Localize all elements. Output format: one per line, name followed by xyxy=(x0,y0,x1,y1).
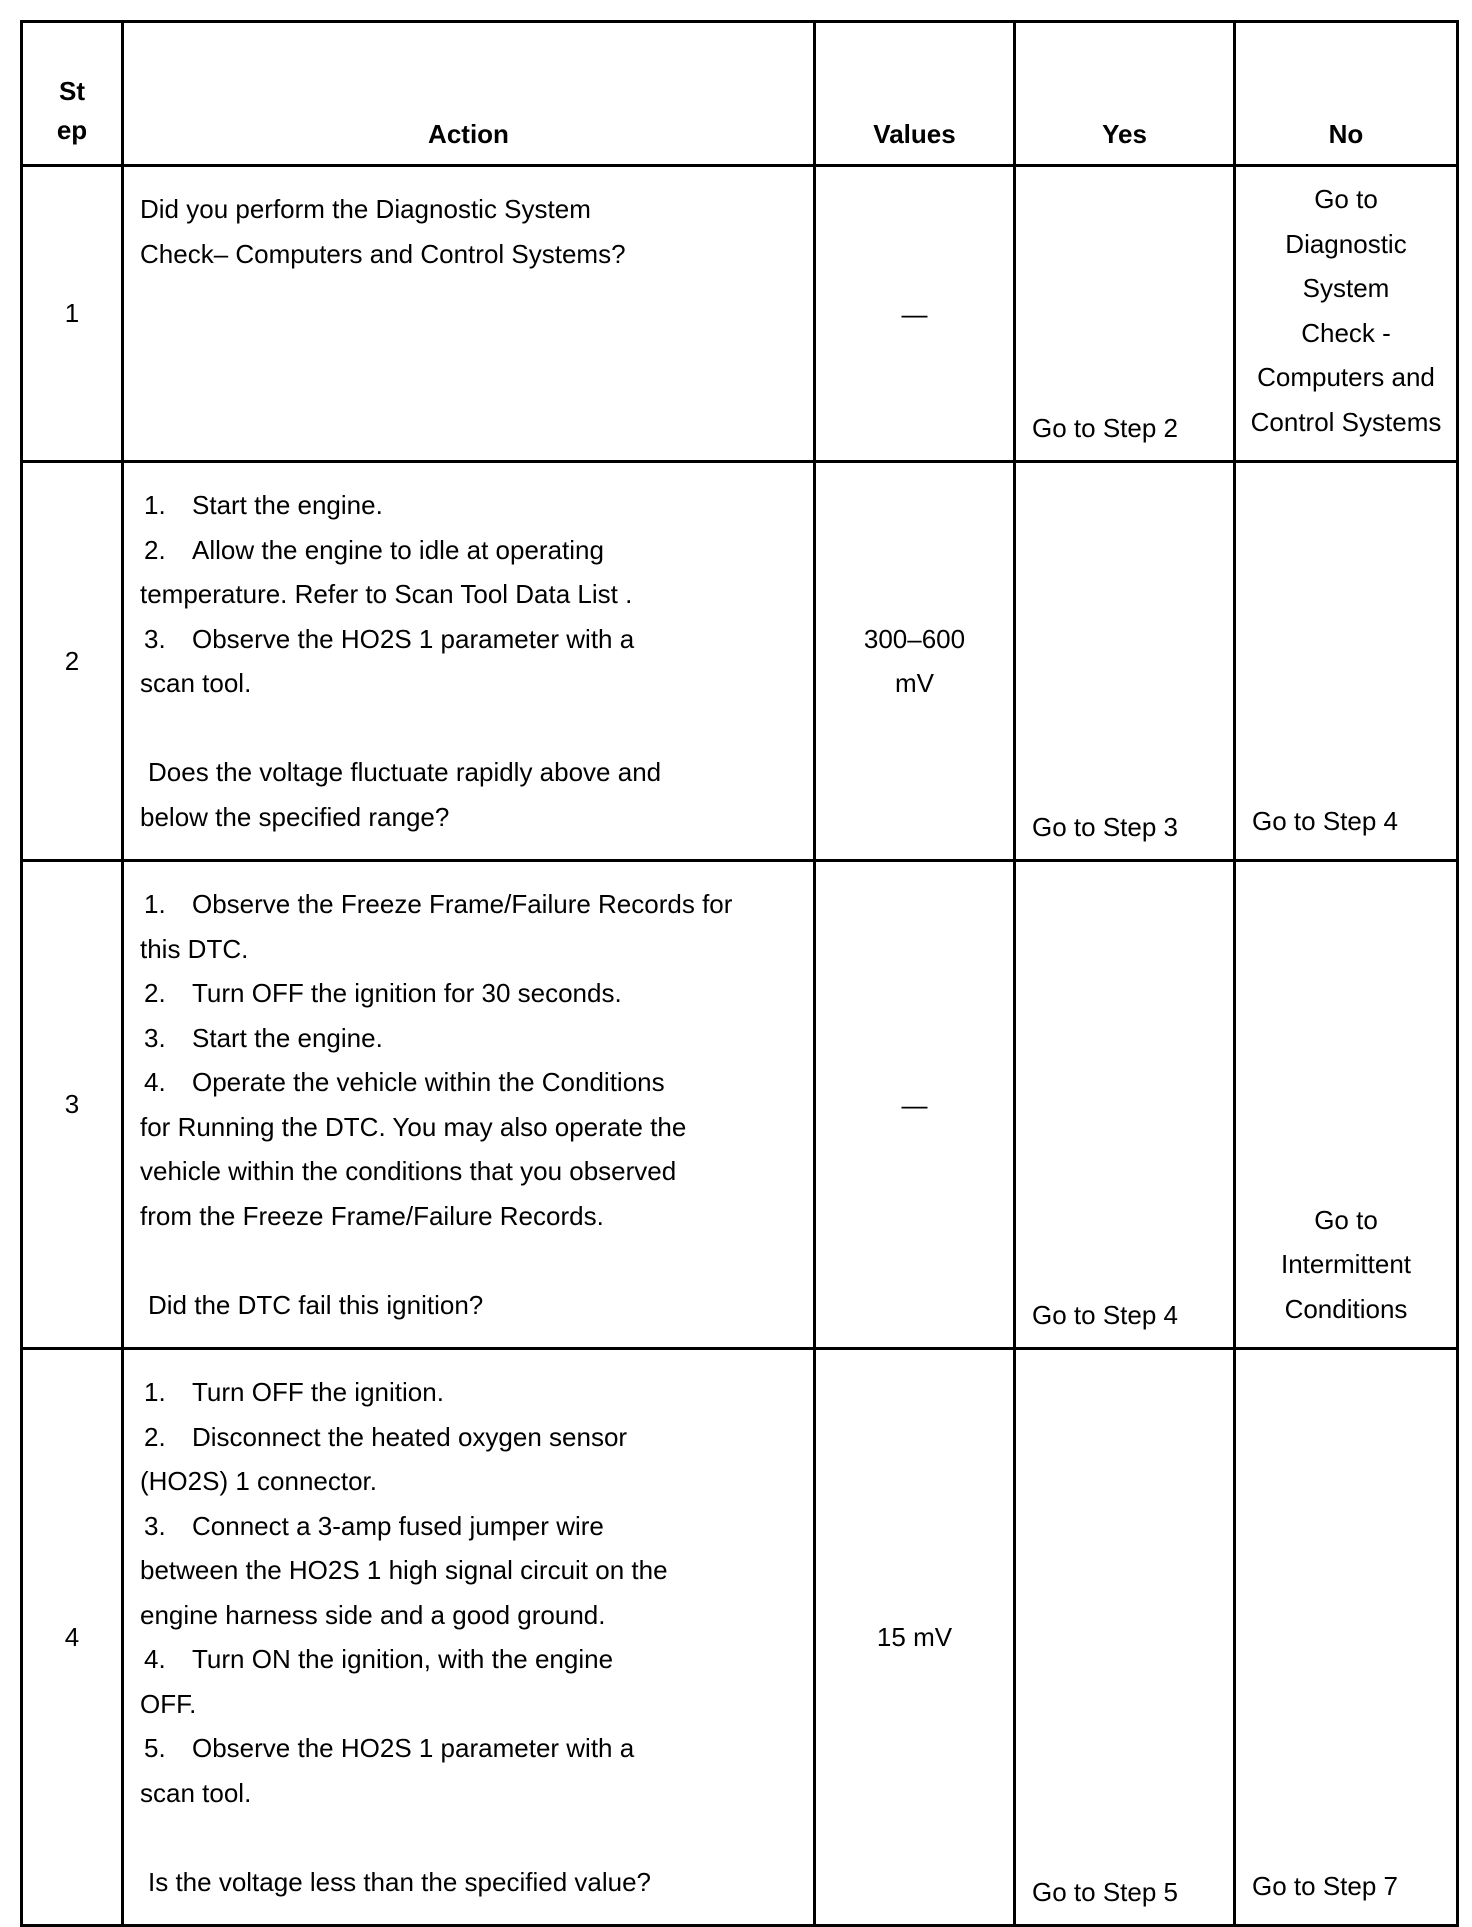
item-text: Allow the engine to idle at operating xyxy=(192,534,604,565)
no-line: Computers and xyxy=(1257,362,1435,392)
action-item xyxy=(140,1459,799,1504)
item-text: Turn ON the ignition, with the engine xyxy=(192,1644,614,1674)
action-item xyxy=(140,927,799,972)
item-number: 4. xyxy=(144,1067,166,1097)
yes-cell: Go to Step 2 xyxy=(1015,166,1235,462)
step-number: 1 xyxy=(22,166,123,462)
question-text: Is the voltage less than the specified value? xyxy=(148,1866,651,1897)
question-text: Did the DTC fail this ignition? xyxy=(148,1289,484,1320)
action-item xyxy=(140,528,799,573)
action-item xyxy=(140,971,799,1016)
item-text: Connect a 3-amp fused jumper wire xyxy=(192,1510,604,1541)
header-values: Values xyxy=(815,22,1015,166)
action-item xyxy=(140,661,799,706)
no-cell xyxy=(1235,861,1458,1349)
action-item xyxy=(140,1548,799,1593)
action-item xyxy=(140,1194,799,1239)
item-number: 3. xyxy=(144,1022,166,1053)
no-cell: Go to Step 4 xyxy=(1235,462,1458,861)
item-number: 2. xyxy=(144,534,166,565)
question-text-cont: below the specified range? xyxy=(140,801,450,832)
table-row xyxy=(22,462,1458,861)
item-number: 1. xyxy=(144,490,166,520)
no-line: Intermittent xyxy=(1280,1249,1412,1279)
item-text: Observe the HO2S 1 parameter with a xyxy=(192,623,635,654)
action-item xyxy=(140,1637,799,1682)
item-text: for Running the DTC. You may also operate the xyxy=(140,1111,687,1142)
item-number: 1. xyxy=(144,889,166,919)
action-item xyxy=(140,1415,799,1460)
header-row xyxy=(22,22,1458,166)
no-line: Diagnostic xyxy=(1285,228,1407,259)
values-line: mV xyxy=(895,668,934,698)
values-cell: — xyxy=(815,861,1015,1349)
item-text: Observe the HO2S 1 parameter with a xyxy=(192,1733,635,1763)
action-item xyxy=(140,1370,799,1415)
diagnostic-table xyxy=(20,20,1459,1927)
action-item xyxy=(140,617,799,662)
item-text: Observe the Freeze Frame/Failure Records for xyxy=(192,889,733,919)
item-text: vehicle within the conditions that you observed xyxy=(140,1156,677,1186)
item-text: between the HO2S 1 high signal circuit on the xyxy=(140,1555,668,1585)
header-action: Action xyxy=(123,22,815,166)
header-step-line1: St xyxy=(59,76,85,106)
values-cell: — xyxy=(815,166,1015,462)
item-number: 2. xyxy=(144,1421,166,1452)
no-line: Go to xyxy=(1314,1204,1378,1235)
no-cell: Go to Step 7 xyxy=(1235,1349,1458,1926)
action-item xyxy=(140,1504,799,1549)
action-cell xyxy=(123,1349,815,1926)
item-text: Start the engine. xyxy=(192,1022,383,1053)
item-text: Operate the vehicle within the Conditions xyxy=(192,1067,665,1097)
values-cell: 15 mV xyxy=(815,1349,1015,1926)
action-item xyxy=(140,572,799,617)
step-number: 4 xyxy=(22,1349,123,1926)
action-item xyxy=(140,1105,799,1150)
action-item xyxy=(140,1593,799,1638)
item-text: temperature. Refer to Scan Tool Data List . xyxy=(140,579,633,609)
values-cell xyxy=(815,462,1015,861)
table-row xyxy=(22,166,1458,462)
action-item xyxy=(140,1726,799,1771)
step-number: 3 xyxy=(22,861,123,1349)
action-cell xyxy=(123,861,815,1349)
item-number: 4. xyxy=(144,1644,166,1674)
values-line: 300–600 xyxy=(863,624,966,654)
yes-cell: Go to Step 5 xyxy=(1015,1349,1235,1926)
item-number: 5. xyxy=(144,1733,166,1763)
item-text: Turn OFF the ignition for 30 seconds. xyxy=(192,978,622,1008)
action-line: Check– Computers and Control Systems? xyxy=(140,238,626,269)
item-text: Turn OFF the ignition. xyxy=(192,1377,444,1407)
no-line: Check - xyxy=(1301,317,1391,348)
no-line: System xyxy=(1302,273,1390,303)
no-line: Conditions xyxy=(1284,1293,1408,1324)
action-item xyxy=(140,483,799,528)
item-text: this DTC. xyxy=(140,933,249,964)
item-text: (HO2S) 1 connector. xyxy=(140,1466,377,1496)
yes-cell: Go to Step 4 xyxy=(1015,861,1235,1349)
header-no: No xyxy=(1235,22,1458,166)
step-number: 2 xyxy=(22,462,123,861)
yes-cell: Go to Step 3 xyxy=(1015,462,1235,861)
no-cell xyxy=(1235,166,1458,462)
item-number: 3. xyxy=(144,623,166,654)
action-cell xyxy=(123,462,815,861)
item-text: engine harness side and a good ground. xyxy=(140,1599,606,1630)
item-number: 1. xyxy=(144,1377,166,1407)
no-line: Control Systems xyxy=(1250,406,1442,437)
item-text: Disconnect the heated oxygen sensor xyxy=(192,1421,628,1452)
action-cell xyxy=(123,166,815,462)
no-line: Go to xyxy=(1314,184,1378,214)
item-text: Start the engine. xyxy=(192,490,383,520)
action-line: Did you perform the Diagnostic System xyxy=(140,194,591,224)
action-item xyxy=(140,1149,799,1194)
action-item xyxy=(140,1060,799,1105)
question-text: Does the voltage fluctuate rapidly above and xyxy=(148,757,662,787)
action-item xyxy=(140,1682,799,1727)
item-text: from the Freeze Frame/Failure Records. xyxy=(140,1200,604,1231)
header-step xyxy=(22,22,123,166)
item-text: scan tool. xyxy=(140,668,252,698)
action-item xyxy=(140,1771,799,1816)
item-number: 2. xyxy=(144,978,166,1008)
item-text: OFF. xyxy=(140,1688,197,1719)
header-step-line2: ep xyxy=(56,115,88,145)
table-row xyxy=(22,861,1458,1349)
item-text: scan tool. xyxy=(140,1777,252,1808)
item-number: 3. xyxy=(144,1510,166,1541)
table-row xyxy=(22,1349,1458,1926)
action-item xyxy=(140,1016,799,1061)
action-item xyxy=(140,882,799,927)
header-yes: Yes xyxy=(1015,22,1235,166)
